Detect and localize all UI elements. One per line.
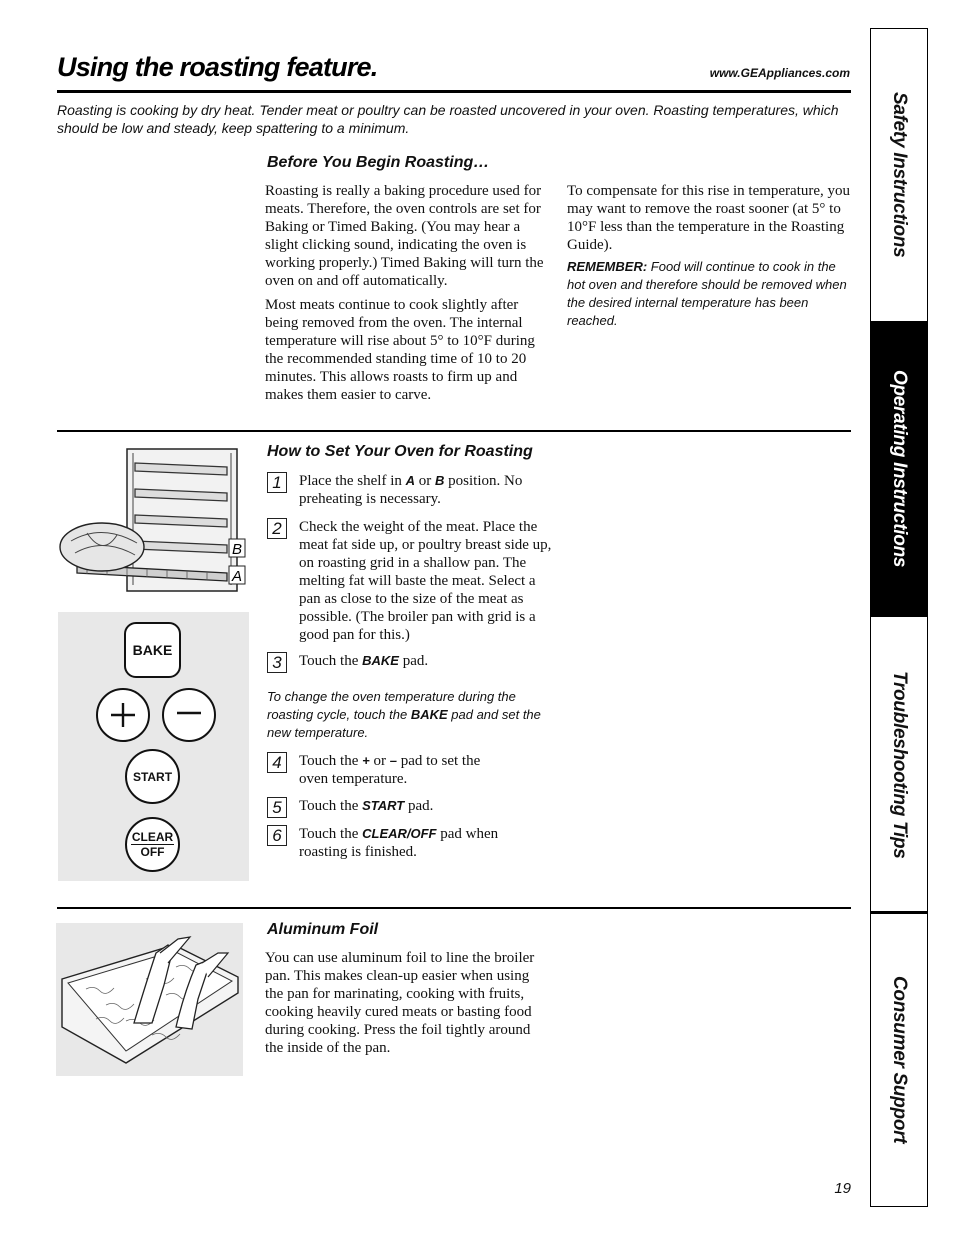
clear-off-pad[interactable] [125,817,180,872]
tab-operating-instructions[interactable]: Operating Instructions [871,321,927,617]
shelf-label-a: A [231,568,243,585]
section-rule-2 [57,907,851,909]
step-text: Place the shelf in A or B position. No preheating is necessary. [299,473,523,507]
oven-shelf-drawing [57,445,249,600]
section-sidebar [870,28,928,1207]
remember-note [567,258,852,330]
step-text: Touch the START pad. [299,798,434,814]
step-number: 3 [267,652,287,673]
step-number: 2 [267,518,287,539]
website-link[interactable]: www.GEAppliances.com [709,66,850,80]
section-rule-1 [57,430,851,432]
step-3 [267,652,552,670]
step-5 [267,797,552,815]
step-number: 1 [267,472,287,493]
plus-pad[interactable] [96,688,150,742]
step-text: Touch the CLEAR/OFF pad when roasting is finished. [299,826,499,860]
step-6 [267,825,552,861]
plus-icon [108,700,138,730]
before-paragraph-1: Roasting is really a baking procedure used for meats. Therefore, the oven controls are set for Baking or Timed Baking. (You may hear a slight clicking sound, indicating the oven is working properly.) Timed Baking will turn the oven on and off automatically. [265,183,544,289]
step-text: Touch the + or – pad to set the oven temperature. [299,753,481,787]
how-heading: How to Set Your Oven for Roasting [267,443,533,460]
remember-label: REMEMBER: [567,259,648,274]
step-4 [267,752,552,788]
step-number: 5 [267,797,287,818]
foil-pan-drawing [56,923,243,1076]
foil-paragraph: You can use aluminum foil to line the broiler pan. This makes clean-up easier when using the pan for marinating, cooking with fruits, cooking heavily cured meats or basting food during cooking. Press the foil tightly around the inside of the pan. [265,950,535,1056]
before-col1 [265,182,550,410]
bake-pad[interactable]: BAKE [124,622,181,678]
start-pad[interactable]: START [125,749,180,804]
step-number: 6 [267,825,287,846]
foil-heading: Aluminum Foil [267,921,379,938]
oven-shelf-illustration [57,445,249,600]
page-title: Using the roasting feature. [57,52,378,82]
tab-safety-instructions[interactable]: Safety Instructions [889,92,910,258]
off-label: OFF [140,845,165,859]
shelf-label-b: B [231,541,243,558]
control-pad-panel [58,612,249,881]
step-text: Touch the BAKE pad. [299,653,429,669]
intro-paragraph: Roasting is cooking by dry heat. Tender meat or poultry can be roasted uncovered in your oven. Roasting temperatures, which should be low and steady, keep spattering to a minimum. [57,102,839,136]
before-paragraph-2: Most meats continue to cook slightly after being removed from the oven. The internal temperature will rise about 5° to 10°F during the recommended standing time of 10 to 20 minutes. This allows roasts to firm up and makes them easier to carve. [265,297,535,403]
temperature-change-note: To change the oven temperature during the roasting cycle, touch the BAKE pad and set the new temperature. [267,689,541,740]
page-number: 19 [834,1180,851,1197]
step-text: Check the weight of the meat. Place the meat fat side up, or poultry breast side up, on roasting grid in a shallow pan. The melting fat will baste the meat. Select a pan as close to the size of the meat as possible. (The broiler pan with grid is a good pan for this.) [299,519,552,643]
tab-consumer-support[interactable]: Consumer Support [889,976,910,1144]
before-col2 [567,182,852,330]
clear-label: CLEAR [131,830,174,844]
before-paragraph-3: To compensate for this rise in temperature, you may want to remove the roast sooner (at 5° to 10°F less than the temperature in the Roasting Guide). [567,183,851,253]
before-heading: Before You Begin Roasting… [267,154,490,171]
header-rule [57,90,851,93]
step-number: 4 [267,752,287,773]
remember-text: Food will continue to cook in the hot oven and therefore should be removed when the desired internal temperature has been reached. [567,259,847,328]
minus-pad[interactable] [162,688,216,742]
aluminum-foil-illustration [56,923,243,1076]
step-1 [267,472,552,508]
step-2 [267,518,552,644]
tab-troubleshooting-tips[interactable]: Troubleshooting Tips [889,670,910,859]
minus-icon [174,700,204,730]
